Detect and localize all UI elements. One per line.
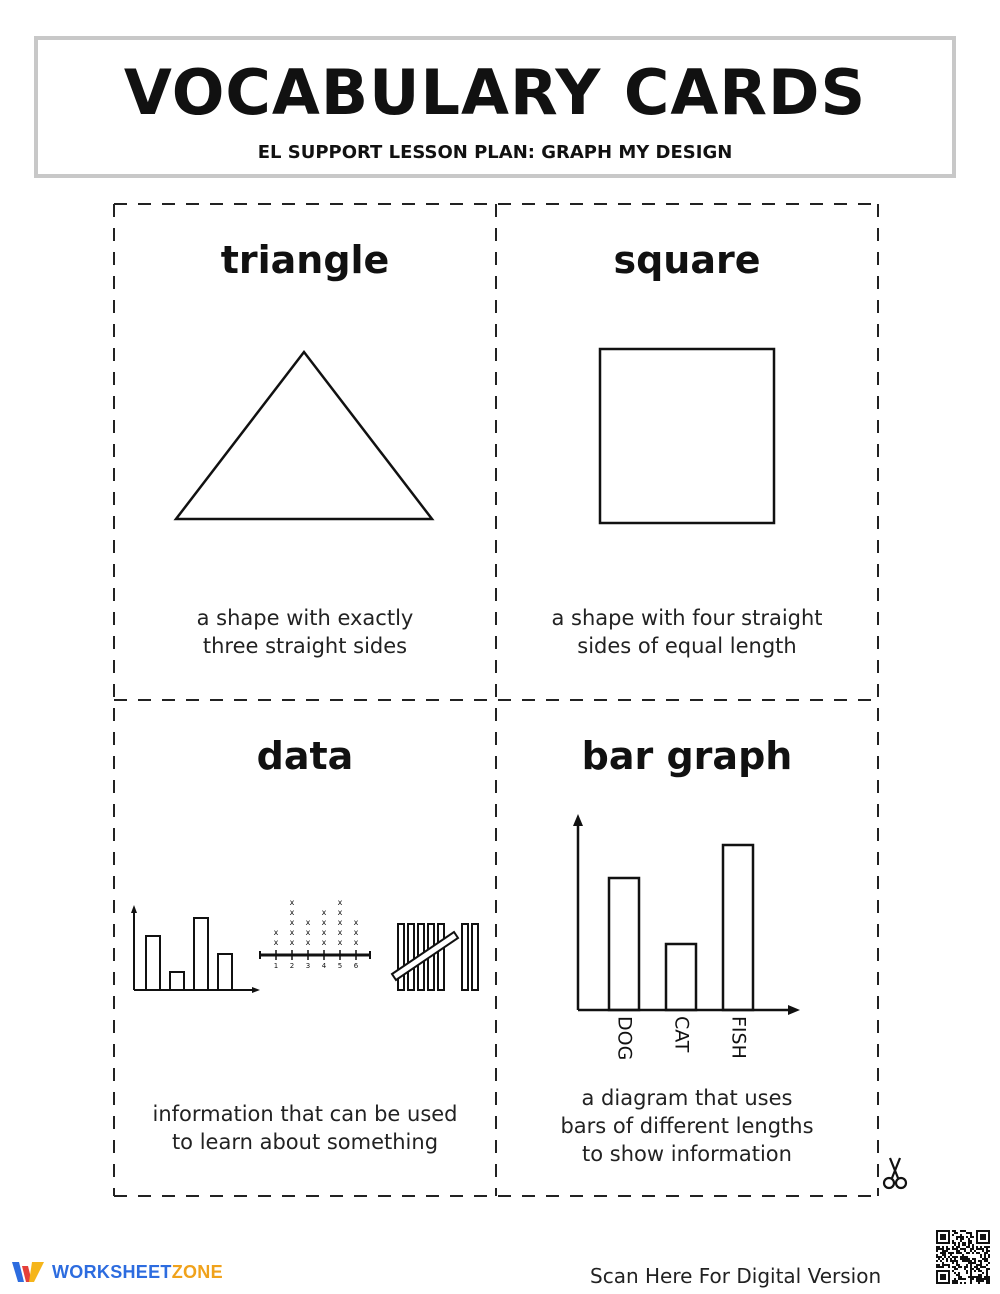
line-plot-tick-label: 1	[273, 962, 279, 970]
mini-bar	[194, 918, 208, 990]
page-subtitle: EL SUPPORT LESSON PLAN: GRAPH MY DESIGN	[257, 142, 733, 163]
line-plot-mark: x	[289, 918, 295, 927]
definition-line: a shape with exactly	[196, 606, 414, 630]
card-data	[114, 700, 496, 1196]
line-plot-mark: x	[337, 908, 343, 917]
line-plot-tick-label: 4	[321, 962, 327, 970]
card-square	[496, 204, 878, 700]
line-plot-mark: x	[305, 938, 311, 947]
line-plot-mark: x	[289, 908, 295, 917]
line-plot-mark: x	[337, 928, 343, 937]
qr-code-icon[interactable]	[934, 1228, 992, 1286]
line-plot-tick-label: 3	[305, 962, 311, 970]
scissors-icon	[880, 1156, 910, 1192]
bar-graph-category-label: DOG	[613, 1016, 636, 1061]
line-plot-mark: x	[353, 918, 359, 927]
card-definition	[496, 604, 878, 660]
card-definition	[114, 604, 496, 660]
definition-line: three straight sides	[202, 634, 408, 658]
tally-marks	[392, 924, 478, 990]
line-plot-tick-label: 2	[289, 962, 295, 970]
mini-bar	[218, 954, 232, 990]
definition-line: a diagram that uses	[581, 1086, 793, 1110]
mini-bar	[170, 972, 184, 990]
definition-line: to show information	[582, 1142, 792, 1166]
definition-line: a shape with four straight	[551, 606, 823, 630]
line-plot-tick-label: 6	[353, 962, 359, 970]
line-plot-tick-label: 5	[337, 962, 343, 970]
bar-graph-bar	[666, 944, 696, 1010]
brand-name	[52, 1262, 223, 1283]
card-term: data	[256, 734, 354, 778]
card-triangle	[114, 204, 496, 700]
mini-bar	[146, 936, 160, 990]
definition-line: information that can be used	[152, 1102, 458, 1126]
line-plot-mark: x	[321, 918, 327, 927]
line-plot-mark: x	[337, 918, 343, 927]
card-term: square	[613, 238, 761, 282]
card-bar-graph	[496, 700, 878, 1196]
brand-accent: ZONE	[171, 1261, 223, 1282]
line-plot-mark: x	[321, 938, 327, 947]
bar-graph-category-label: CAT	[670, 1016, 693, 1053]
line-plot-mark: x	[305, 928, 311, 937]
line-plot-mark: x	[337, 898, 343, 907]
line-plot-mark: x	[321, 928, 327, 937]
bar-graph-bar	[609, 878, 639, 1010]
definition-line: to learn about something	[171, 1130, 439, 1154]
mini-bar-chart	[131, 905, 260, 993]
bar-graph-bar	[723, 845, 753, 1010]
definition-line: bars of different lengths	[560, 1114, 814, 1138]
line-plot-mark: x	[337, 938, 343, 947]
line-plot-mark: x	[353, 938, 359, 947]
bar-graph-category-label: FISH	[727, 1016, 750, 1059]
line-plot-mark: x	[305, 918, 311, 927]
card-term: bar graph	[581, 734, 793, 778]
line-plot	[260, 898, 370, 970]
line-plot-mark: x	[321, 908, 327, 917]
card-definition	[114, 1100, 496, 1156]
scan-text: Scan Here For Digital Version	[590, 1264, 882, 1288]
w-logo-icon	[10, 1258, 46, 1286]
worksheetzone-logo[interactable]	[10, 1258, 223, 1286]
line-plot-mark: x	[289, 898, 295, 907]
line-plot-mark: x	[289, 938, 295, 947]
card-definition	[496, 1084, 878, 1168]
card-term: triangle	[220, 238, 390, 282]
definition-line: sides of equal length	[577, 634, 797, 658]
line-plot-mark: x	[273, 938, 279, 947]
line-plot-mark: x	[289, 928, 295, 937]
brand-main: WORKSHEET	[52, 1261, 172, 1282]
line-plot-mark: x	[273, 928, 279, 937]
line-plot-mark: x	[353, 928, 359, 937]
page-title: VOCABULARY CARDS	[123, 56, 867, 129]
